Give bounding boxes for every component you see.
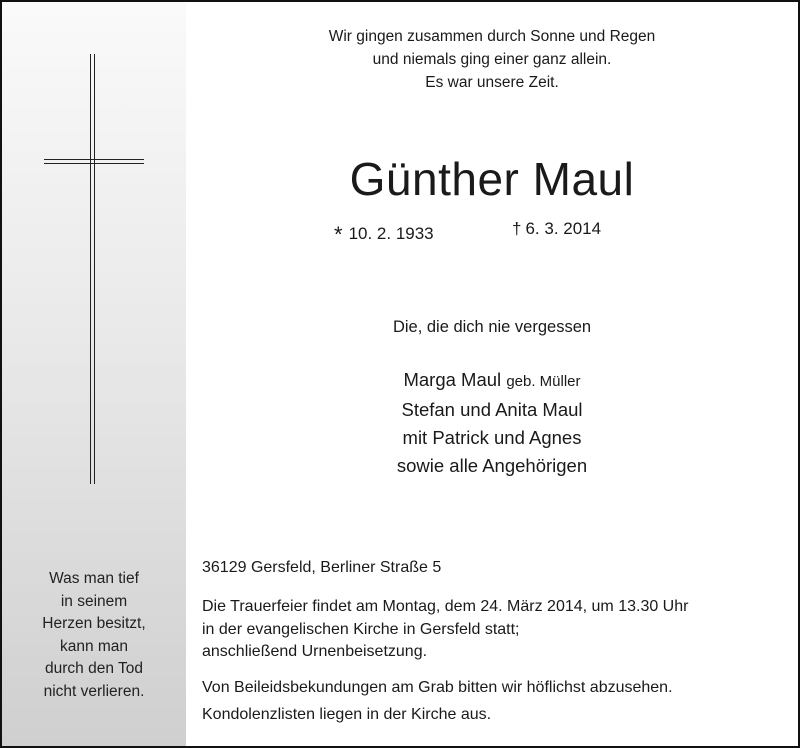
birth-date [334, 219, 434, 245]
deceased-name: Günther Maul [349, 153, 635, 205]
poem-line: und niemals ging einer ganz allein. [372, 51, 612, 68]
quote-line: nicht verlieren. [43, 682, 145, 700]
quote-line: Was man tief [49, 570, 139, 587]
quote-line: durch den Tod [45, 660, 143, 677]
poem-line: Es war unsere Zeit. [425, 74, 559, 91]
cross-vertical-bar [90, 54, 95, 484]
main-content [186, 2, 798, 746]
ceremony-line: Die Trauerfeier findet am Montag, dem 24. März 2014, um 13.30 Uhr [202, 598, 689, 615]
family-line [186, 366, 798, 396]
cross-horizontal-bar [44, 159, 144, 164]
address: 36129 Gersfeld, Berliner Straße 5 [202, 559, 442, 576]
ceremony-info [202, 596, 688, 664]
poem-line: Wir gingen zusammen durch Sonne und Regen [328, 28, 656, 45]
quote-line: Herzen besitzt, [42, 615, 146, 632]
ceremony-line: anschließend Urnenbeisetzung. [202, 643, 428, 660]
birth-star-icon: * [334, 222, 343, 247]
family-line: mit Patrick und Agnes [402, 427, 582, 448]
death-dagger-icon: † [512, 219, 522, 238]
family-line: Stefan und Anita Maul [401, 399, 583, 420]
sidebar [2, 2, 186, 746]
condolence-info [202, 674, 673, 728]
birth-date-value: 10. 2. 1933 [348, 224, 434, 243]
quote-line: kann man [59, 637, 129, 655]
ceremony-line: in der evangelischen Kirche in Gersfeld statt; [202, 620, 520, 638]
death-date [512, 219, 601, 239]
family-first-note: geb. Müller [506, 373, 581, 390]
family-list [186, 366, 798, 480]
quote-line: in seinem [60, 592, 128, 610]
poem [186, 25, 798, 94]
condolence-line: Von Beileidsbekundungen am Grab bitten wir höflichst abzusehen. [202, 679, 673, 696]
sidebar-quote [2, 568, 186, 703]
family-line: sowie alle Angehörigen [396, 455, 588, 476]
death-date-value: 6. 3. 2014 [525, 219, 602, 238]
mourners-intro: Die, die dich nie vergessen [392, 318, 592, 336]
family-first-name: Marga Maul [403, 369, 502, 390]
condolence-line: Kondolenzlisten liegen in der Kirche aus. [202, 706, 492, 723]
